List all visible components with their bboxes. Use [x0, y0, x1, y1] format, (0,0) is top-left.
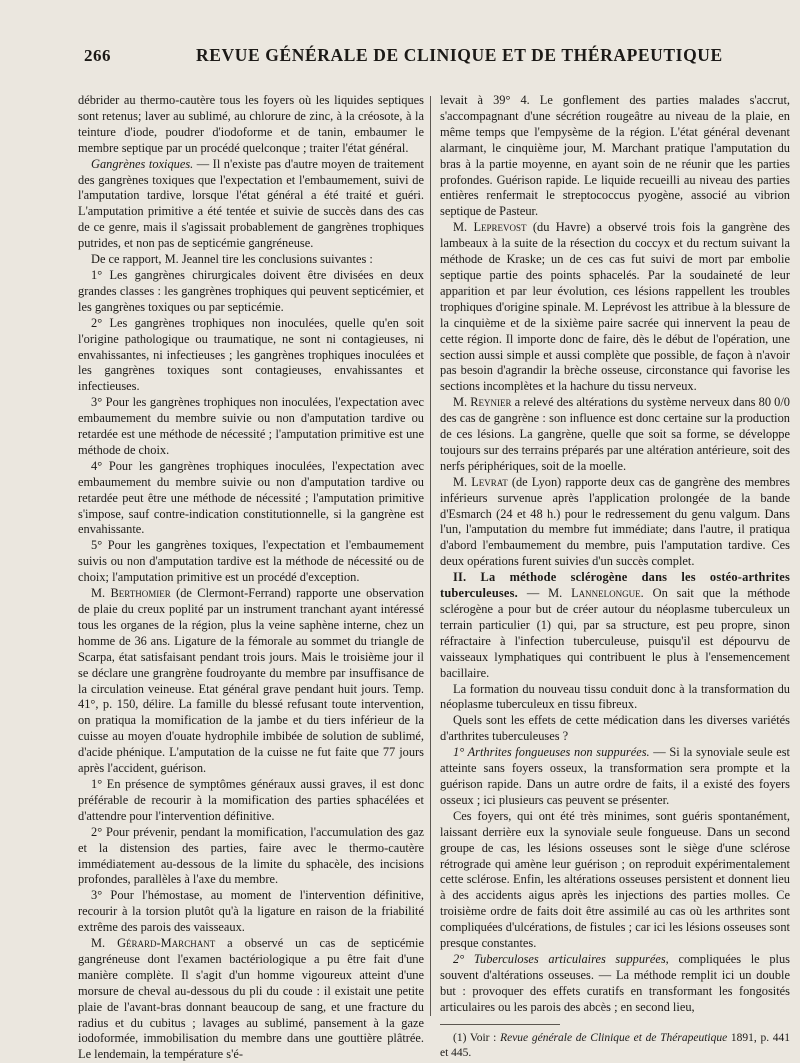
paragraph-text: M. — [91, 936, 118, 951]
author-name: Leprevost — [473, 220, 527, 235]
paragraph: 1° En présence de symptômes généraux aussi graves, il est donc préférable de recourir à la momification des parties sphacélées et d'attendre pour l'intervention définitive. — [78, 776, 424, 823]
paragraph: 5° Pour les gangrènes toxiques, l'expectation et l'embaumement suivis ou non d'amputation tardive est la méthode de nécessité ou de choix; l'amputation primitive est un procédé d'exception. — [78, 538, 424, 585]
paragraph-text: M. — [453, 395, 471, 410]
footnote-text: (1) Voir : — [453, 1031, 501, 1044]
paragraph-text: (de Clermont-Ferrand) rapporte une observation de plaie du creux poplité par un instrument tranchant ayant intéressé tous les organes de la région, plus la veine saphène interne, chez un homme de 36 ans. Ligature de la fémorale au sommet du triangle de Scarpa, état satisfaisant pendant trois jours. Mais le troisième jour il se déclare une grangrène foudroyante du membre par insuffisance de la circulation veineuse. Etat général grave pendant huit jours. Temp. 41°, p. 150, délire. La famille du blessé refusant toute intervention, on pratiqua la momification de la jambe et du tiers inférieur de la cuisse au moyen d'ouate hydrophile imbibée de solution de sublimé, d'acide phénique. L'amputation de la cuisse ne fut faite que 77 jours après l'accident, guérison. — [78, 586, 424, 776]
paragraph: 3° Pour les gangrènes trophiques non inoculées, l'expectation avec embaumement du membre suivie ou non d'amputation tardive ou retardée est une méthode de nécessité ; l'amputation primitive est une méthode de choix. — [78, 395, 424, 457]
paragraph — [440, 220, 790, 395]
footnote-rule — [440, 1024, 560, 1025]
section-heading: II. La méthode sclérogène dans les ostéo-arthrites tuberculeuses. — [440, 570, 790, 601]
paragraph: levait à 39° 4. Le gonflement des parties malades s'accrut, s'accompagnant d'une sécrétion rougeâtre au niveau de la plaie, en même temps que l'empysème de la région. L'état général devenant alarmant, le cinquième jour, M. Marchant pratique l'amputation du bras à la partie moyenne, en ayant soin de ne réunir que les parties profondes. Guérison rapide. Le liquide recueilli au niveau des parties entières renfermait le streptococcus pyogène, associé au vibrion septique de Pasteur. — [440, 93, 790, 219]
paragraph — [440, 952, 790, 1016]
journal-title: Revue générale de Clinique et de Thérapeutique — [500, 1031, 728, 1044]
section-lead: 1° Arthrites fongueuses non suppurées. — [453, 745, 650, 760]
paragraph-text: a relevé des altérations du système nerveux dans 80 0/0 des cas de gangrène : son influence est donc certaine sur la production de ces lésions. La gangrène, quelle que soit sa forme, se développe toujours sur des terrains préparés par une altération antérieure, soit des nerfs périphériques, soit de la moelle. — [440, 395, 791, 473]
paragraph — [78, 157, 424, 252]
paragraph: 3° Pour l'hémostase, au moment de l'intervention définitive, recourir à la torsion plutôt qu'à la ligature en raison de la friabilité extrême des parois des vaisseaux. — [78, 888, 424, 935]
paragraph: 4° Pour les gangrènes trophiques inoculées, l'expectation avec embaumement du membre suivie ou non d'amputation tardive ou retardée peut être une méthode de nécessité ; l'amputation primitive s'impose, sauf contre-indication constitutionnelle, si la gangrène est envahissante. — [78, 458, 424, 537]
paragraph: 1° Les gangrènes chirurgicales doivent être divisées en deux grandes classes : les gangrènes trophiques qui peuvent septicémier, et les gangrènes toxiques ou par septicémie. — [78, 267, 424, 314]
paragraph-text: (de Lyon) rapporte deux cas de gangrène des membres inférieurs survenue après l'application prolongée de la bande d'Esmarch (24 et 48 h.) pour le redressement du genu valgum. Dans l'un, l'amputation du membre fut immédiate; dans l'autre, il pratiqua d'abord l'embaumement du membre, puis l'amputation tardive. Ces deux opérations furent suivies d'un succès complet. — [440, 474, 790, 569]
section-lead: 2° Tuberculoses articulaires suppurées, — [453, 951, 669, 966]
paragraph: 2° Pour prévenir, pendant la momification, l'accumulation des gaz et la distension des parties, faire avec le thermo-cautère immédiatement au-dessous de la limite du sphacèle, des incisions profondes, parallèles à l'axe du membre. — [78, 824, 424, 887]
section-lead: Gangrènes toxiques. — [91, 156, 194, 171]
paragraph — [440, 475, 790, 570]
author-name: Berthomier — [110, 586, 171, 601]
paragraph-text: — Si la synoviale seule est atteinte sans foyers osseux, la transformation sera prompte et la guérison rapide. Dans un autre ordre de faits, il a existé des foyers osseux ; ici plusieurs cas peuvent se présenter. — [440, 745, 790, 807]
footnote-text: 1891, p. 441 et 445. — [440, 1031, 791, 1059]
paragraph: Quels sont les effets de cette médication dans les diverses variétés d'arthrites tuberculeuses ? — [440, 713, 790, 744]
paragraph: 2° Les gangrènes trophiques non inoculées, quelle qu'en soit l'origine pathologique ou traumatique, ne sont ni contagieuses, ni envahissantes, ni infectieuses ; les gangrènes trophiques inoculées et les gangrènes toxiques sont contagieuses, envahissantes et infectieuses. — [78, 315, 424, 394]
page-number: 266 — [84, 46, 111, 65]
paragraph — [440, 395, 790, 475]
author-name: Lannelongue — [571, 586, 641, 601]
paragraph: De ce rapport, M. Jeannel tire les conclusions suivantes : — [91, 252, 373, 267]
author-name: Reynier — [470, 395, 512, 410]
paragraph: La formation du nouveau tissu conduit donc à la transformation du néoplasme tuberculeux en tissu fibreux. — [440, 681, 790, 712]
paragraph-text: — M. — [517, 586, 572, 601]
column-divider — [430, 96, 431, 1016]
footnote — [440, 1031, 790, 1061]
paragraph: Ces foyers, qui ont été très minimes, sont guéris spontanément, laissant derrière eux la synoviale seule fongueuse. Dans un second groupe de cas, les lésions osseuses sont le siège d'une sclérose rétrograde qui amène leur guérison ; on reproduit expérimentalement cette sclérose. Enfin, les altérations osseuses persistent et donnent lieu à des accidents aigus après les injections des parties molles. Ce troisième ordre de faits doit être assimilé au cas où les arthrites sont compliquées d'ulcérations, de fistules ; car ici les lésions osseuses sont presque constantes. — [440, 808, 790, 951]
section-heading-paragraph — [440, 570, 790, 681]
right-column — [440, 93, 790, 1061]
paragraph-text: M. — [453, 220, 474, 235]
paragraph — [78, 936, 424, 1063]
running-title: REVUE GÉNÉRALE DE CLINIQUE ET DE THÉRAPEUTIQUE — [196, 45, 723, 65]
paragraph-text: (du Havre) a observé trois fois la gangrène des lambeaux à la suite de la résection du coccyx et du rectum suivant la méthode de Kraske; un de ces cas fut suivi de mort par embolie septique partie des points sphacelés. Par la soudaineté de leur apparition et par leur évolution, ces lésions rappellent les troubles trophiques d'origine spinale. M. Leprévost les attribue à la blessure de la cinquième et de la sixième paire sacrée qui innervent la peau de cette région. Il importe donc de faire, dès le début de l'opération, une section aussi simple et aussi complète que possible, de façon à n'avoir pas besoin d'agrandir la brèche osseuse, circonstance qui favorise les sections incomplètes et la hachure du tissu nerveux. — [440, 220, 790, 394]
paragraph-text: a observé un cas de septicémie gangréneuse dont l'examen bactériologique a pu être fait d'une manière complète. Il s'agit d'un homme vigoureux atteint d'une morsure de cheval au-dessous du pli du coude : il existait une petite plaie de l'avant-bras donnant beaucoup de sang, et une fracture du radius et du cubitus ; lavages au sublimé, pansement à la gaze iodoformée, immobilisation du membre dans une gouttière plâtrée. Le lendemain, la température s'é- — [78, 936, 424, 1062]
author-name: Levrat — [471, 474, 508, 489]
paragraph-text: M. — [453, 474, 472, 489]
paragraph-text: M. — [91, 586, 111, 601]
paragraph-text: — Il n'existe pas d'autre moyen de traitement des gangrènes toxiques que l'expectation et l'embaumement, suivi de l'amputation tardive, lorsque l'état général a été traité et guéri. L'amputation primitive a été tentée et suivie de succès dans des cas de ce genre, mais il s'agissait probablement de gangrènes trophiques putrides, et non pas de septicémie gangréneuse. — [78, 156, 424, 251]
paragraph: débrider au thermo-cautère tous les foyers où les liquides septiques sont retenus; laver au sublimé, au chlorure de zinc, à la créosote, à la teinture d'iode, poudrer d'iodoforme et de tanin, embaumer le membre septique par un procédé quelconque ; traiter l'état général. — [78, 93, 424, 155]
author-name: Gérard-Marchant — [117, 936, 216, 951]
paragraph — [78, 586, 424, 777]
paragraph — [440, 745, 790, 809]
paragraph-text: compliquées le plus souvent d'altérations osseuses. — La méthode remplit ici un double but : provoquer des effets curatifs en transformant les fongosités articulaires ou les parois des abcès ; en second lieu, — [440, 951, 790, 1014]
left-column — [78, 93, 424, 1063]
paragraph-text: . On sait que la méthode sclérogène a pour but de créer autour du néoplasme tuberculeux un terrain particulier (1) qui, par sa structure, est peu propre, sinon réfractaire à l'infection tuberculeuse, puisqu'il est dépourvu de vaisseaux lymphatiques qui contribuent le plus à l'ensemencement bacillaire. — [440, 586, 790, 680]
